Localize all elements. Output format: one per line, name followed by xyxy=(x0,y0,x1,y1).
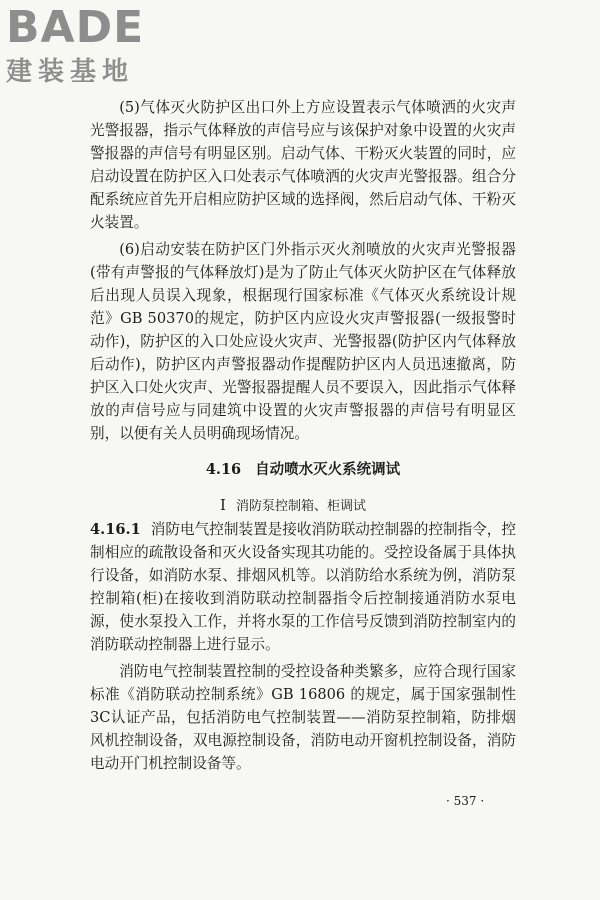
section-title: 自动喷水灭火系统调试 xyxy=(255,461,401,478)
paragraph-6: (6)启动安装在防护区门外指示灭火剂喷放的火灾声光警报器(带有声警报的气体释放灯)是为了防止气体灭火防护区在气体释放后出现人员误入现象，根据现行国家标准《气体灭火系统设计规范》GB 50370的规定，防护区内应设火灾声警报器(一级报警时动作)，防护区的入口处应设火灾声、光警报器(防护区内气体释放后动作)，防护区内声警报器动作提醒防护区内人员迅速撤离，防护区入口处火灾声、光警报器提醒人员不要误入，因此指示气体释放的声信号应与同建筑中设置的火灾声警报器的声信号有明显区别，以便有关人员明确现场情况。 xyxy=(90,241,516,442)
clause-number: 4.16.1 xyxy=(90,521,141,538)
clause-text: 消防电气控制装置是接收消防联动控制器的控制指令，控制相应的疏散设备和灭火设备实现其功能的。受控设备属于具体执行设备，如消防水泵、排烟风机等。以消防给水系统为例，消防泵控制箱(柜)在接收到消防联动控制器指令后控制接通消防水泵电源，使水泵投入工作，并将水泵的工作信号反馈到消防控制室内的消防联动控制器上进行显示。 xyxy=(90,521,516,653)
clause-paragraph xyxy=(90,518,516,656)
page-number: · 537 · xyxy=(446,794,485,808)
section-number: 4.16 xyxy=(205,461,242,478)
subsection-title: 消防泵控制箱、柜调试 xyxy=(235,499,366,514)
section-heading xyxy=(90,459,516,481)
logo-subtitle: 建装基地 xyxy=(6,57,135,87)
paragraph-last: 消防电气控制装置控制的受控设备种类繁多，应符合现行国家标准《消防联动控制系统》GB 16806 的规定，属于国家强制性3C认证产品，包括消防电气控制装置——消防泵控制箱，防排烟风机控制设备，双电源控制设备，消防电动开窗机控制设备，消防电动开门机控制设备等。 xyxy=(90,663,516,772)
subsection-heading xyxy=(70,494,516,518)
subsection-roman: Ⅰ xyxy=(220,496,226,514)
page-body xyxy=(90,96,516,775)
paragraph-5: (5)气体灭火防护区出口外上方应设置表示气体喷洒的火灾声光警报器，指示气体释放的声信号应与该保护对象中设置的火灾声警报器的声信号有明显区别。启动气体、干粉灭火装置的同时，应启动设置在防护区入口处表示气体喷洒的火灾声光警报器。组合分配系统应首先开启相应防护区域的选择阀，然后启动气体、干粉灭火装置。 xyxy=(90,99,516,231)
logo-word: BADE xyxy=(6,2,145,53)
watermark-logo xyxy=(6,2,176,94)
